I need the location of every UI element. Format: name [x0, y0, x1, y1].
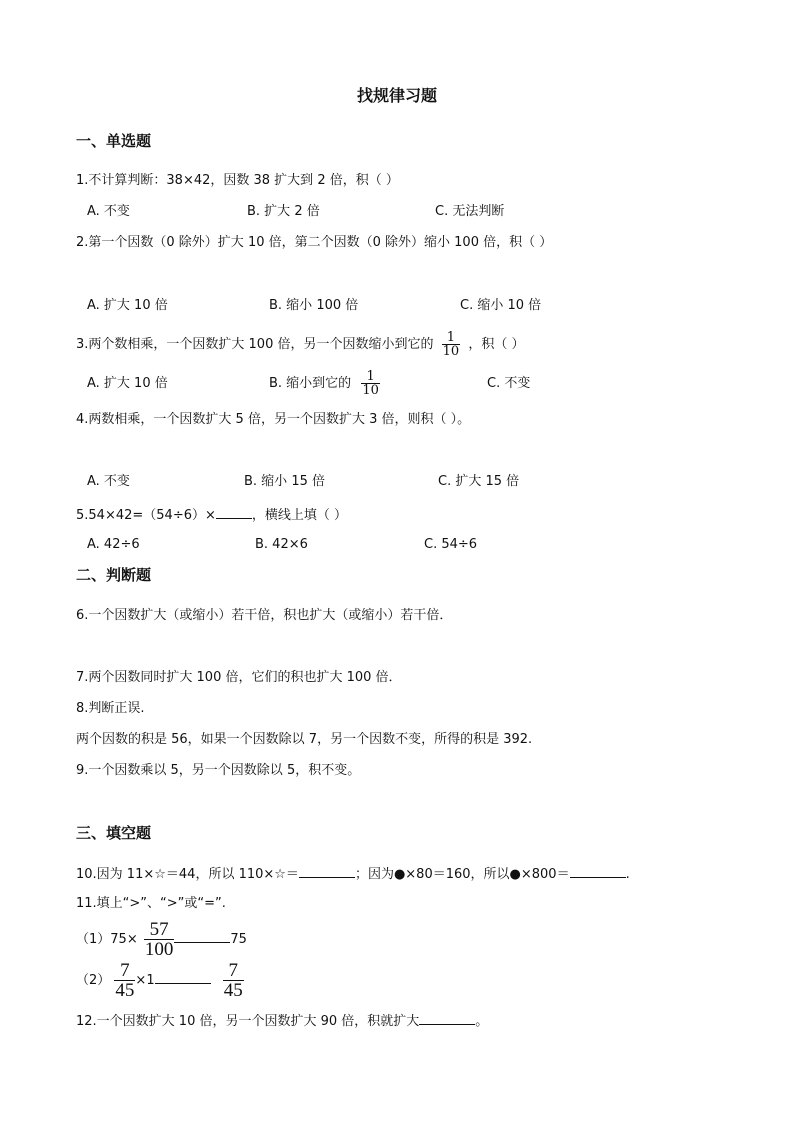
question-3-stem-end: ，积（ ）: [468, 337, 525, 352]
question-1-option-a[interactable]: A. 不变: [87, 204, 130, 219]
question-11-part-2-fraction-1: [114, 961, 135, 1000]
section-heading-single-choice: 一、单选题: [76, 132, 152, 150]
question-2-option-b[interactable]: B. 缩小 100 倍: [269, 298, 359, 313]
question-10-part-3: .: [625, 867, 630, 882]
question-2-option-a[interactable]: A. 扩大 10 倍: [87, 298, 168, 313]
question-5-stem: [76, 506, 347, 524]
fraction-denominator: 10: [442, 344, 460, 359]
answer-blank[interactable]: [299, 865, 355, 878]
question-3-option-b[interactable]: [269, 367, 380, 401]
question-4-stem: 4.两数相乘，一个因数扩大 5 倍，另一个因数扩大 3 倍，则积（ ）。: [76, 412, 471, 427]
question-10-part-2: ；因为●×80＝160，所以●×800＝: [354, 867, 570, 882]
question-12: [76, 1012, 488, 1030]
question-11-part-1: [76, 917, 247, 963]
question-4-option-b[interactable]: B. 缩小 15 倍: [244, 474, 325, 489]
question-5-stem-text: 5.54×42=（54÷6）×: [76, 508, 216, 523]
question-7: 7.两个因数同时扩大 100 倍，它们的积也扩大 100 倍．: [76, 670, 402, 685]
question-11-part-1-label: （1）75×: [76, 932, 138, 947]
fraction-numerator: 7: [228, 960, 238, 981]
answer-blank[interactable]: [155, 971, 211, 984]
page-title: 找规律习题: [356, 86, 437, 105]
question-3-stem: [76, 328, 524, 362]
question-11-part-2-fraction-2: [223, 961, 244, 1000]
question-1-option-c[interactable]: C. 无法判断: [435, 204, 505, 219]
section-heading-true-false: 二、判断题: [76, 566, 152, 584]
question-8-stem: 8.判断正误.: [76, 701, 145, 716]
question-10: [76, 865, 630, 883]
question-5-option-a[interactable]: A. 42÷6: [87, 537, 140, 552]
question-1-stem: 1.不计算判断：38×42，因数 38 扩大到 2 倍，积（ ）: [76, 173, 399, 188]
question-5-option-c[interactable]: C. 54÷6: [424, 537, 478, 552]
question-3-stem-text: 3.两个数相乘，一个因数扩大 100 倍，另一个因数缩小到它的: [76, 337, 434, 352]
fraction-numerator: 1: [446, 330, 456, 345]
question-11-part-2-mid: ×1: [135, 973, 155, 988]
question-11-part-1-end: 75: [230, 932, 247, 947]
section-heading-fill-in: 三、填空题: [76, 824, 152, 842]
question-4-option-a[interactable]: A. 不变: [87, 474, 130, 489]
question-12-stem: 12.一个因数扩大 10 倍，另一个因数扩大 90 倍，积就扩大: [76, 1014, 420, 1029]
answer-blank[interactable]: [174, 930, 230, 943]
fraction-numerator: 1: [366, 369, 375, 384]
question-5-stem-end: ，横线上填（ ）: [251, 508, 348, 523]
question-2-option-c[interactable]: C. 缩小 10 倍: [460, 298, 542, 313]
question-3-option-c[interactable]: C. 不变: [487, 376, 531, 391]
question-11-part-2: [76, 958, 244, 1004]
question-1-option-b[interactable]: B. 扩大 2 倍: [247, 204, 320, 219]
question-11-part-2-label: （2）: [76, 973, 111, 988]
question-5-option-b[interactable]: B. 42×6: [255, 537, 308, 552]
question-6: 6.一个因数扩大（或缩小）若干倍，积也扩大（或缩小）若干倍．: [76, 608, 453, 623]
fraction-numerator: 57: [149, 919, 169, 940]
question-4-option-c[interactable]: C. 扩大 15 倍: [438, 474, 520, 489]
answer-blank[interactable]: [570, 865, 626, 878]
question-3-option-b-text: B. 缩小到它的: [269, 376, 352, 391]
question-11-stem: 11.填上“>”、“>”或“=”.: [76, 896, 226, 911]
fraction-denominator: 10: [362, 383, 379, 398]
fraction-numerator: 7: [120, 960, 130, 981]
question-3-option-a[interactable]: A. 扩大 10 倍: [87, 376, 168, 391]
fraction-denominator: 45: [223, 980, 243, 1001]
question-9: 9.一个因数乘以 5，另一个因数除以 5，积不变。: [76, 763, 361, 778]
question-8-body: 两个因数的积是 56，如果一个因数除以 7，另一个因数不变，所得的积是 392.: [76, 732, 533, 747]
question-11-part-1-fraction: [144, 920, 175, 959]
fraction-denominator: 45: [115, 980, 135, 1001]
answer-blank[interactable]: [419, 1012, 475, 1025]
question-10-part-1: 10.因为 11×☆＝44，所以 110×☆＝: [76, 867, 299, 882]
question-3-option-b-fraction: [361, 370, 380, 397]
question-3-fraction: [442, 331, 461, 358]
question-2-stem: 2.第一个因数（0 除外）扩大 10 倍，第二个因数（0 除外）缩小 100 倍，积（ ）: [76, 235, 553, 250]
fraction-denominator: 100: [144, 939, 174, 960]
answer-blank[interactable]: [216, 506, 252, 519]
question-12-end: 。: [475, 1014, 489, 1029]
